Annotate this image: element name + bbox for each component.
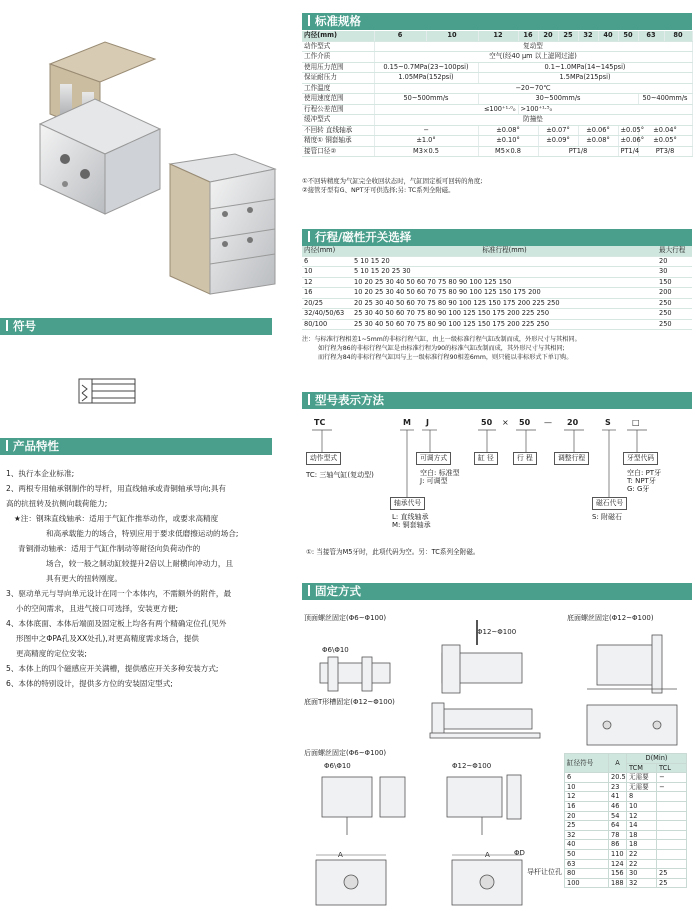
spec-value: 0.1~1.0MPa(14~145psi) [478, 62, 692, 73]
dim-cell: 100 [565, 878, 609, 888]
label-tslot: 底面T形槽固定(Φ12~Φ100) [304, 698, 395, 706]
stroke-table [302, 246, 692, 330]
spec-row [302, 62, 692, 73]
spec-value: −20~70℃ [374, 83, 692, 94]
stroke-row [302, 267, 692, 278]
feature-line: ★注：钢珠直线轴承：适用于气缸作推举动作，或要求高精度 [14, 514, 219, 523]
code-magnet: S [605, 418, 611, 427]
spec-row-label: 接管口径② [302, 146, 374, 157]
symbol-title: 符号 [13, 319, 36, 333]
model-title: 型号表示方法 [315, 393, 384, 407]
dim-row [565, 773, 687, 783]
spec-value: ±0.04° [638, 125, 692, 136]
code-adj-stroke: 20 [567, 418, 579, 427]
feature-line: 5、本体上的四个磁感应开关满槽，提供感应开关多种安装方式; [6, 664, 219, 673]
dim-cell: 12 [627, 811, 657, 821]
stroke-header-row [302, 246, 692, 256]
mounting-title: 固定方式 [315, 584, 361, 598]
box-adjust: 可调方式 [416, 452, 451, 465]
dim-cell: 80 [565, 869, 609, 879]
stroke-cell: 30 [657, 267, 692, 278]
dim-cell: 25 [565, 821, 609, 831]
mounting-sketch-icon [302, 605, 562, 918]
dim-header-cell: TCL [657, 763, 687, 773]
dim-row [565, 792, 687, 802]
box-bore: 缸 径 [474, 452, 498, 465]
spec-value: PT3/8 [638, 146, 692, 157]
spec-row [302, 73, 692, 84]
desc-magnet: S: 附磁石 [592, 513, 623, 521]
dim-cell [657, 801, 687, 811]
desc-bearing: M: 铜套轴承 [392, 521, 431, 529]
dim-row [565, 859, 687, 869]
dim-header-cell: A [609, 754, 627, 773]
box-thread: 牙型代码 [623, 452, 658, 465]
dim-cell [657, 849, 687, 859]
desc-thread: G: G牙 [627, 485, 650, 493]
stroke-cell: 250 [657, 319, 692, 330]
spec-value: PT1/4 [618, 146, 638, 157]
spec-row-label: 行程公差范围 [302, 104, 374, 115]
dim-cell: 10 [627, 801, 657, 811]
dim-cell: 110 [609, 849, 627, 859]
stroke-cell: 32/40/50/63 [302, 309, 352, 320]
symbol-section-header [0, 318, 272, 335]
dim-cell: − [657, 773, 687, 783]
stroke-cell: 10 20 25 30 40 50 60 70 75 80 90 100 125 150 175 200 [352, 288, 657, 299]
stroke-cell: 16 [302, 288, 352, 299]
bottom-mount-sketch-icon [587, 625, 687, 755]
label-rear-mount: 后面螺丝固定(Φ6~Φ100) [304, 749, 387, 757]
dim-row [565, 840, 687, 850]
desc-thread: 空白: PT牙 [627, 469, 662, 477]
dim-cell: 20 [565, 811, 609, 821]
spec-row [302, 41, 692, 52]
box-adj-stroke: 调整行程 [554, 452, 589, 465]
stroke-header-cell: 标准行程(mm) [352, 246, 657, 256]
feature-line: 场合，较一般之制动缸较提升2倍以上耐横向冲动力，且 [46, 559, 234, 568]
box-stroke: 行 程 [513, 452, 537, 465]
stroke-cell: 6 [302, 256, 352, 267]
spec-value: M3×0.5 [374, 146, 478, 157]
spec-note: ②接管牙型有G、NPT牙可供选择;另: TC系列全附磁。 [302, 186, 455, 194]
label-bottom-mount: 底面螺丝固定(Φ12~Φ100) [567, 614, 654, 622]
code-stroke: 50 [519, 418, 531, 427]
spec-size: 32 [578, 31, 598, 41]
dim-cell: 22 [627, 849, 657, 859]
spec-value: M5×0.8 [478, 146, 538, 157]
code-series: TC [314, 418, 326, 427]
dim-row [565, 830, 687, 840]
mounting-drawings [302, 605, 692, 918]
mounting-dim-table [564, 753, 687, 888]
spec-note: ①不回转精度为气缸完全收回状态时，气缸固定板可回转的角度; [302, 177, 483, 185]
dim-cell: 20.5 [609, 773, 627, 783]
dim-cell: 124 [609, 859, 627, 869]
dim-cell: 30 [627, 869, 657, 879]
spec-row [302, 136, 692, 147]
label-phi12-100: Φ12~Φ100 [477, 628, 517, 636]
label-phi6-10b: Φ6\Φ10 [324, 762, 351, 770]
dim-cell: 23 [609, 782, 627, 792]
dim-cell: 无需要 [627, 782, 657, 792]
spec-size: 6 [374, 31, 426, 41]
dim-cell: 10 [565, 782, 609, 792]
label-hole: 导杆让位孔 [527, 868, 562, 876]
dim-cell: 6 [565, 773, 609, 783]
features-section-header [0, 438, 272, 455]
spec-value: ≤100⁺¹·⁰₀ [374, 104, 518, 115]
spec-row-label: 工作介质 [302, 52, 374, 63]
dim-cell: 14 [627, 821, 657, 831]
dim-cell: 12 [565, 792, 609, 802]
dim-cell [657, 811, 687, 821]
stroke-cell: 20/25 [302, 298, 352, 309]
spec-value: >100⁺¹·⁵₀ [518, 104, 692, 115]
dim-cell: 无需要 [627, 773, 657, 783]
spec-value: 30~500mm/s [478, 94, 638, 105]
spec-value: ±0.07° [538, 125, 578, 136]
stroke-section-header [302, 229, 692, 246]
label-phid: ΦD [514, 849, 525, 857]
spec-row-label: 精度① 铜套轴承 [302, 136, 374, 147]
dim-cell [657, 821, 687, 831]
code-bore: 50 [481, 418, 493, 427]
spec-value: ±0.08° [478, 125, 538, 136]
dim-header-row [565, 754, 687, 764]
stroke-cell: 25 30 40 50 60 70 75 80 90 100 125 150 175 200 225 250 [352, 319, 657, 330]
code-times: × [502, 418, 509, 427]
spec-row [302, 94, 692, 105]
stroke-cell: 25 30 40 50 60 70 75 80 90 100 125 150 175 200 225 250 [352, 309, 657, 320]
dim-cell: − [657, 782, 687, 792]
spec-size: 20 [538, 31, 558, 41]
dim-cell: 54 [609, 811, 627, 821]
code-thread: □ [632, 418, 640, 427]
cylinder-symbol-icon [78, 375, 138, 407]
label-phi6-10: Φ6\Φ10 [322, 646, 349, 654]
stroke-row [302, 288, 692, 299]
spec-value: 1.5MPa(215psi) [478, 73, 692, 84]
dim-cell: 32 [627, 878, 657, 888]
features-list [6, 466, 276, 691]
code-bearing: M [403, 418, 411, 427]
dim-row [565, 782, 687, 792]
dim-row [565, 821, 687, 831]
code-dash: — [544, 418, 552, 427]
label-top-mount: 顶面螺丝固定(Φ6~Φ100) [304, 614, 387, 622]
stroke-cell: 250 [657, 298, 692, 309]
feature-line: 具有更大的扭转刚度。 [46, 574, 122, 583]
spec-size: 63 [638, 31, 664, 41]
dim-cell: 16 [565, 801, 609, 811]
stroke-header-cell: 内径(mm) [302, 246, 352, 256]
stroke-note: 如行程为86的非标行程气缸是由标准行程为90的标准气缸改制而成，其外形尺寸与其相同; [318, 345, 565, 352]
feature-line: 1、执行本企业标准; [6, 469, 75, 478]
stroke-header-cell: 最大行程 [657, 246, 692, 256]
dim-cell: 86 [609, 840, 627, 850]
dim-row [565, 849, 687, 859]
feature-line: 4、本体底面、本体后端面及固定板上均各有两个精确定位孔(见外 [6, 619, 227, 628]
feature-line: 高的抗扭转及抗侧向载荷能力; [6, 499, 108, 508]
stroke-row [302, 298, 692, 309]
feature-line: 青铜滑动轴承：适用于气缸作制动等耐径向负荷动作的 [18, 544, 201, 553]
dim-header-cell: 缸径符号 [565, 754, 609, 773]
stroke-cell: 200 [657, 288, 692, 299]
spec-section-header [302, 13, 692, 30]
spec-size: 16 [518, 31, 538, 41]
spec-value: ±0.05° [618, 125, 638, 136]
spec-value: 1.05MPa(152psi) [374, 73, 478, 84]
spec-row-label: 保证耐压力 [302, 73, 374, 84]
spec-value: ±0.06° [578, 125, 618, 136]
desc-bearing: L: 直线轴承 [392, 513, 429, 521]
box-action: 动作型式 [306, 452, 341, 465]
spec-size: 25 [558, 31, 578, 41]
spec-value: − [374, 125, 478, 136]
feature-line: 6、本体的特别设计，提供多方位的安装固定型式; [6, 679, 173, 688]
spec-row [302, 104, 692, 115]
stroke-row [302, 277, 692, 288]
dim-cell: 64 [609, 821, 627, 831]
dim-cell: 188 [609, 878, 627, 888]
features-title: 产品特性 [13, 439, 59, 453]
spec-row-label: 工作温度 [302, 83, 374, 94]
spec-value: ±0.10° [478, 136, 538, 147]
dim-cell: 46 [609, 801, 627, 811]
spec-value: ±0.06° [618, 136, 638, 147]
stroke-cell: 10 20 25 30 40 50 60 70 75 80 90 100 125 150 [352, 277, 657, 288]
spec-row-label: 缓冲型式 [302, 115, 374, 126]
feature-line: 形图中之ΦPA孔及XX处孔),对更高精度需求场合，提供 [16, 634, 199, 643]
stroke-cell: 10 [302, 267, 352, 278]
mounting-section-header [302, 583, 692, 600]
spec-value: PT1/8 [538, 146, 618, 157]
product-photo [20, 14, 290, 294]
dim-cell [657, 840, 687, 850]
dim-cell [657, 830, 687, 840]
spec-value: 50~500mm/s [374, 94, 478, 105]
stroke-note: 注：与标准行程相差1~5mm的非标行程气缸，由上一级标准行程气缸改制而成，外形尺寸与其相同。 [302, 336, 581, 343]
spec-size: 80 [664, 31, 692, 41]
model-code-diagram [302, 412, 692, 557]
dim-cell: 50 [565, 849, 609, 859]
desc-action: TC: 三轴气缸(复动型) [306, 471, 374, 479]
stroke-cell: 20 25 30 40 50 60 70 75 80 90 100 125 150 175 200 225 250 [352, 298, 657, 309]
label-phi12-100b: Φ12~Φ100 [452, 762, 492, 770]
spec-row-label: 使用压力范围 [302, 62, 374, 73]
spec-value: 0.15~0.7MPa(23~100psi) [374, 62, 478, 73]
stroke-row [302, 309, 692, 320]
model-section-header [302, 392, 692, 409]
dim-header-cell: D(Min) [627, 754, 687, 764]
dim-cell: 41 [609, 792, 627, 802]
dim-header-cell: TCM [627, 763, 657, 773]
dim-cell [657, 792, 687, 802]
dim-row [565, 801, 687, 811]
dim-cell: 25 [657, 869, 687, 879]
stroke-row [302, 256, 692, 267]
spec-size: 12 [478, 31, 518, 41]
spec-title: 标准规格 [315, 14, 361, 28]
spec-header-row [302, 31, 692, 41]
dim-cell: 156 [609, 869, 627, 879]
feature-line: 小的空间需求，且进气接口可选择，安装更方便; [16, 604, 179, 613]
spec-value: 复动型 [374, 41, 692, 52]
stroke-cell: 12 [302, 277, 352, 288]
label-dim-a2: A [485, 851, 490, 859]
spec-row [302, 146, 692, 157]
spec-table [302, 31, 693, 157]
stroke-cell: 150 [657, 277, 692, 288]
feature-line: 2、两根专用轴承钢制作的导杆，用直线轴承或青铜轴承导向;具有 [6, 484, 227, 493]
dim-cell: 8 [627, 792, 657, 802]
spec-row [302, 83, 692, 94]
dim-cell: 63 [565, 859, 609, 869]
stroke-title: 行程/磁性开关选择 [315, 230, 412, 244]
stroke-note: 而行程为84的非标行程气缸因与上一级标准行程90相差6mm，则只能以非标形式下单订购。 [318, 354, 573, 361]
stroke-cell: 5 10 15 20 25 30 [352, 267, 657, 278]
label-dim-a1: A [338, 851, 343, 859]
spec-value: 防撞垫 [374, 115, 692, 126]
code-adjust: J [426, 418, 429, 427]
spec-value: ±0.05° [638, 136, 692, 147]
dim-row [565, 811, 687, 821]
dim-cell: 18 [627, 830, 657, 840]
dim-row [565, 878, 687, 888]
stroke-notes [302, 335, 692, 362]
spec-value: ±0.08° [578, 136, 618, 147]
spec-row-label: 不回转 直线轴承 [302, 125, 374, 136]
dim-row [565, 869, 687, 879]
feature-line: 更高精度的定位安装; [16, 649, 87, 658]
spec-row [302, 125, 692, 136]
dim-cell: 78 [609, 830, 627, 840]
dim-cell: 32 [565, 830, 609, 840]
spec-size: 50 [618, 31, 638, 41]
spec-header-label: 内径(mm) [302, 31, 374, 41]
stroke-cell: 250 [657, 309, 692, 320]
spec-row-label: 动作型式 [302, 41, 374, 52]
box-bearing: 轴承代号 [390, 497, 425, 510]
dim-cell: 22 [627, 859, 657, 869]
spec-value: ±1.0° [374, 136, 478, 147]
model-note: ①: 当接管为M5牙时，此项代码为空。另：TC系列全附磁。 [306, 548, 480, 556]
dim-cell: 25 [657, 878, 687, 888]
spec-row [302, 52, 692, 63]
desc-adjust: 空白: 标准型 [420, 469, 460, 477]
spec-row-label: 使用速度范围 [302, 94, 374, 105]
spec-value: 50~400mm/s [638, 94, 692, 105]
dim-cell: 18 [627, 840, 657, 850]
spec-value: ±0.09° [538, 136, 578, 147]
dim-cell: 40 [565, 840, 609, 850]
dim-cell [657, 859, 687, 869]
spec-notes [302, 177, 692, 195]
spec-size: 10 [426, 31, 478, 41]
stroke-cell: 20 [657, 256, 692, 267]
box-magnet: 磁石代号 [592, 497, 627, 510]
feature-line: 和高承载能力的场合，特别应用于要求低磨擦运动的场合; [46, 529, 239, 538]
desc-thread: T: NPT牙 [627, 477, 656, 485]
stroke-row [302, 319, 692, 330]
spec-value: 空气(经40 μm 以上滤网过滤) [374, 52, 692, 63]
stroke-cell: 5 10 15 20 [352, 256, 657, 267]
stroke-cell: 80/100 [302, 319, 352, 330]
spec-size: 40 [598, 31, 618, 41]
desc-adjust: J: 可调型 [420, 477, 448, 485]
feature-line: 3、驱动单元与导向单元设计在同一个本体内，不需额外的附件，最 [6, 589, 232, 598]
spec-row [302, 115, 692, 126]
